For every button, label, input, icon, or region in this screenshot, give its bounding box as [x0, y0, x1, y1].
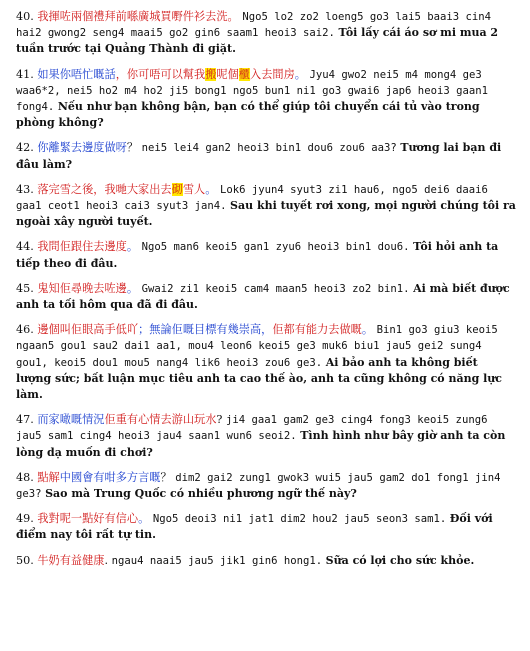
cantonese-text: 。 [294, 67, 306, 81]
cantonese-text: 。 [205, 182, 217, 196]
vietnamese-translation: Tương lai bạn đi đâu làm? [16, 141, 502, 171]
sentence-entry [16, 140, 516, 172]
vietnamese-translation: Tôi lấy cái áo sơ mi mua 2 tuần trước tại Quảng Thành đi giặt. [16, 26, 499, 56]
cantonese-text: 我問佢跟住去邊度 [37, 240, 127, 254]
sentence-entry [16, 553, 516, 569]
sentence-entry [16, 182, 516, 231]
jyutping-romanization: ngau4 naai5 jau5 jik1 gin6 hong1. [111, 554, 323, 567]
entry-number: 50. [16, 553, 34, 567]
entry-number: 40. [16, 10, 34, 23]
entry-number: 44. [16, 240, 34, 254]
vietnamese-translation: Sao mà Trung Quốc có nhiều phương ngữ thế này? [45, 487, 357, 501]
cantonese-text: 邊個叫佢眼高手低吖 [37, 323, 139, 337]
cantonese-text: 你離緊去邊度做呀 [37, 141, 127, 155]
jyutping-romanization: Gwai2 zi1 keoi5 cam4 maan5 heoi3 zo2 bin1. [141, 282, 410, 295]
cantonese-text: 鬼知佢尋晚去咗邊 [37, 281, 127, 295]
cantonese-text: 。 [126, 240, 139, 254]
jyutping-romanization: ji4 gaa1 gam2 ge3 cing4 fong3 keoi5 zung6 jau5 sam1 cing4 heoi3 jau4 saan1 wun6 seoi2. [16, 414, 488, 443]
vietnamese-translation: Tình hình như bây giờ anh ta còn lòng dạ muốn đi chơi? [16, 429, 506, 459]
jyutping-romanization: Ngo5 lo2 zo2 loeng5 go3 lai5 baai3 cin4 hai2 gwong2 seng4 maai5 go2 gin6 saam1 heoi3 sai2. [16, 11, 492, 40]
cantonese-text: 入去間房 [250, 67, 295, 81]
vietnamese-translation: Đối với điểm nay tôi rất tự tin. [16, 512, 493, 542]
cantonese-text: 佢重有心情去游山玩水 [104, 413, 217, 427]
entry-number: 46. [16, 323, 34, 337]
entry-number: 41. [16, 67, 34, 81]
cantonese-text: 落完雪之後，我哋大家出去 [37, 182, 172, 196]
sentence-entry [16, 470, 516, 502]
vietnamese-translation: Ai bảo anh ta không biết lượng sức; bất luận mục tiêu anh ta cao thế ào, anh ta cũng không có năng lực làm. [16, 355, 502, 402]
cantonese-text: 如果你唔忙嘅話 [37, 67, 116, 81]
cantonese-text: ？ [160, 470, 172, 484]
cantonese-text: 呢個 [216, 67, 239, 81]
sentence-entry [16, 412, 516, 461]
cantonese-text: 。 [138, 512, 150, 526]
cantonese-text: ；無論佢嘅目標有幾崇高， [138, 323, 273, 337]
jyutping-romanization: dim2 gai2 zung1 gwok3 wui5 jau5 gam2 do1 fong1 jin4 ge3? [16, 471, 501, 501]
cantonese-text: ，你可唔可以幫我 [115, 67, 206, 81]
vietnamese-translation: Nếu như bạn không bận, bạn có thể giúp tôi chuyển cái tủ vào trong phòng không? [16, 100, 480, 130]
cantonese-text: 。 [126, 281, 139, 295]
vietnamese-translation: Ai mà biết được anh ta tối hôm qua đã đi đâu. [16, 281, 510, 312]
cantonese-text: . [104, 553, 109, 567]
sentence-entry [16, 9, 516, 58]
jyutping-romanization: nei5 lei4 gan2 heoi3 bin1 dou6 zou6 aa3? [141, 142, 397, 155]
highlighted-character: 櫃 [238, 67, 250, 81]
sentence-entry [16, 67, 516, 132]
entry-number: 47. [16, 413, 34, 427]
sentence-list [16, 9, 516, 569]
entry-number: 48. [16, 470, 34, 484]
sentence-entry [16, 239, 516, 271]
cantonese-text: ？ [126, 141, 139, 155]
cantonese-text: 我揮咗兩個禮拜前喺廣城買嘢件衫去洗。 [37, 10, 239, 23]
jyutping-romanization: Jyu4 gwo2 nei5 m4 mong4 ge3 waa6*2, nei5 ho2 m4 ho2 ji5 bong1 ngo5 bun1 ni1 go3 gwai6 jap6 heoi3 gaan1 fong4. [16, 68, 488, 114]
entry-number: 49. [16, 512, 34, 526]
vietnamese-translation: Tôi hỏi anh ta tiếp theo đi đâu. [16, 240, 499, 270]
cantonese-text: 點解 [37, 470, 60, 484]
cantonese-text: 牛奶有益健康 [37, 553, 105, 567]
cantonese-text: 雪人 [182, 182, 206, 196]
highlighted-character: 搬 [205, 67, 217, 81]
jyutping-romanization: Lok6 jyun4 syut3 zi1 hau6, ngo5 dei6 daai6 gaa1 ceot1 heoi3 cai3 syut3 jan4. [16, 183, 488, 213]
sentence-entry [16, 511, 516, 543]
cantonese-text: 我對呢一點好有信心 [37, 512, 139, 526]
cantonese-text: 。 [361, 323, 374, 337]
cantonese-text: 中國會有咁多方言嘅 [59, 470, 161, 484]
jyutping-romanization: Ngo5 deoi3 ni1 jat1 dim2 hou2 jau5 seon3 sam1. [152, 513, 447, 526]
jyutping-romanization: Ngo5 man6 keoi5 gan1 zyu6 heoi3 bin1 dou6. [141, 241, 410, 254]
sentence-entry [16, 322, 516, 403]
vietnamese-translation: Sữa có lợi cho sức khỏe. [325, 553, 475, 567]
entry-number: 42. [16, 141, 34, 155]
cantonese-text: 而家噉嘅情況 [37, 413, 105, 427]
cantonese-text: 佢都有能力去做嘅 [272, 323, 362, 337]
vietnamese-translation: Sau khi tuyết rơi xong, mọi người chúng tôi ra ngoài xây người tuyết. [16, 199, 516, 229]
sentence-entry [16, 281, 516, 313]
entry-number: 43. [16, 182, 34, 196]
cantonese-text: ? [216, 413, 223, 427]
highlighted-character: 砌 [171, 182, 183, 196]
jyutping-romanization: Bin1 go3 giu3 keoi5 ngaan5 gou1 sau2 dai1 aa1, mou4 leon6 keoi5 ge3 muk6 biu1 jau5 gei2 sung4 gou1, keoi5 dou1 mou5 nang4 lik6 heoi3 zou6 ge3. [16, 324, 498, 369]
entry-number: 45. [16, 281, 34, 295]
